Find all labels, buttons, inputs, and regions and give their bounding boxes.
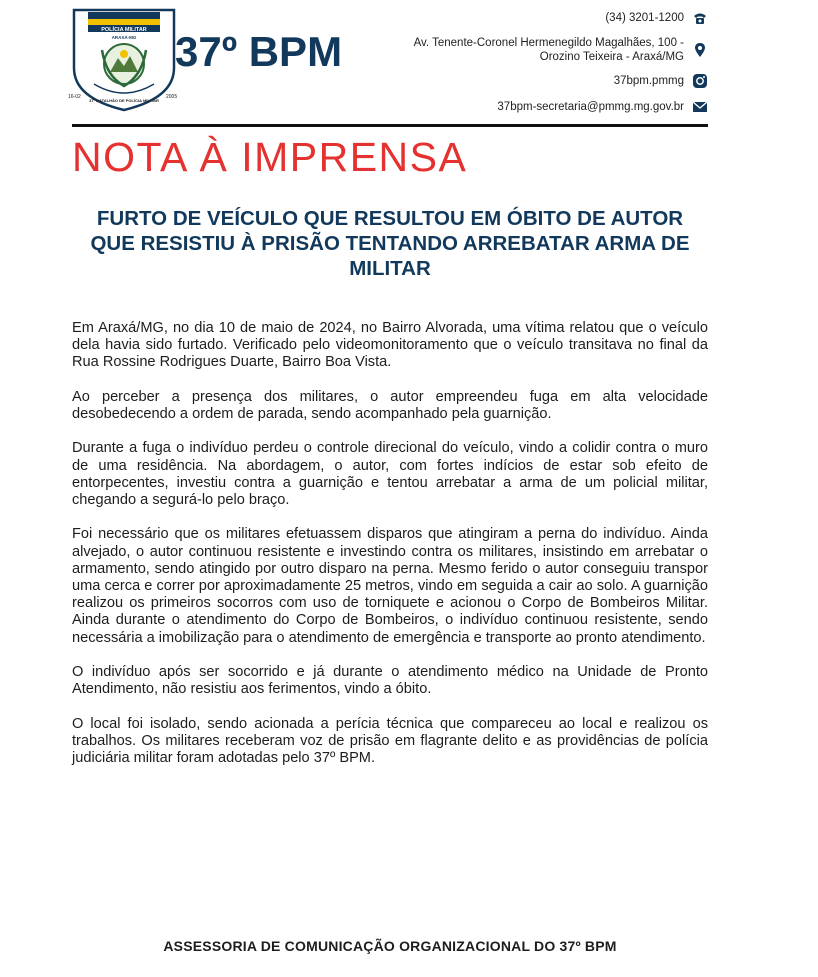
email-text: 37bpm-secretaria@pmmg.mg.gov.br [497,101,684,113]
headline: FURTO DE VEÍCULO QUE RESULTOU EM ÓBITO DE AUTOR QUE RESISTIU À PRISÃO TENTANDO ARREBATAR ARMA DE MILITAR [90,207,690,280]
badge-year-right: 2005 [166,94,178,100]
paragraph: Em Araxá/MG, no dia 10 de maio de 2024, no Bairro Alvorada, uma vítima relatou que o veículo dela havia sido furtado. Verificado pelo videomonitoramento que o veículo transitava no final da Rua Rossine Rodrigues Duarte, Bairro Boa Vista. [72,320,708,371]
footer-signature: ASSESSORIA DE COMUNICAÇÃO ORGANIZACIONAL DO 37º BPM [163,938,617,954]
paragraph: Ao perceber a presença dos militares, o autor empreendeu fuga em alta velocidade desobedecendo a ordem de parada, sendo acompanhado pela guarnição. [72,388,708,422]
location-pin-icon [692,42,708,58]
police-crest-icon [66,6,182,112]
press-release-body [72,320,708,784]
contact-email [368,99,708,115]
paragraph: O indivíduo após ser socorrido e já durante o atendimento médico na Unidade de Pronto Atendimento, não resistiu aos ferimentos, vindo a óbito. [72,664,708,698]
badge-bottom-text: 37º BATALHÃO DE POLÍCIA MILITAR [89,98,159,103]
contact-address [368,36,708,64]
unit-brand: 37º BPM [175,28,343,75]
contact-instagram [368,73,708,89]
header-divider [72,124,708,127]
contact-block [368,10,708,115]
instagram-icon [692,73,708,89]
email-icon [692,99,708,115]
letterhead [0,0,818,130]
paragraph: Durante a fuga o indivíduo perdeu o controle direcional do veículo, vindo a colidir contra o muro de uma residência. Na abordagem, o autor, com fortes indícios de estar sob efeito de entorpecentes, investiu contra a guarnição e tentou arrebatar a arma de um policial militar, chegando a segurá-lo pelo braço. [72,440,708,508]
badge-top-text: POLÍCIA MILITAR [101,27,147,33]
badge-city: ARAXÁ-MG [111,35,137,40]
document-label: NOTA À IMPRENSA [72,134,468,180]
phone-icon [692,10,708,26]
phone-text: (34) 3201-1200 [605,12,684,24]
contact-phone [368,10,708,26]
address-text: Av. Tenente-Coronel Hermenegildo Magalhães, 100 - Orozino Teixeira - Araxá/MG [413,37,684,63]
paragraph: Foi necessário que os militares efetuassem disparos que atingiram a perna do indivíduo. Ainda alvejado, o autor continuou resistente e investindo contra os militares, insistindo em arrebatar o armamento, sendo atingido por outro disparo na perna. Mesmo ferido o autor conseguiu transpor uma cerca e correr por aproximadamente 25 metros, vindo em seguida a cair ao solo. A guarnição realizou os primeiros socorros com uso de torniquete e acionou o Corpo de Bombeiros Militar. Ainda durante o atendimento do Corpo de Bombeiros, o indivíduo continuou resistente, sendo necessária a imobilização para o atendimento de emergência e transporte ao pronto atendimento. [72,526,708,646]
paragraph: O local foi isolado, sendo acionada a perícia técnica que compareceu ao local e realizou os trabalhos. Os militares receberam voz de prisão em flagrante delito e as providências de polícia judiciária militar foram adotadas pelo 37º BPM. [72,715,708,766]
instagram-text: 37bpm.pmmg [613,75,684,87]
badge-year-left: 16-02 [68,94,81,100]
